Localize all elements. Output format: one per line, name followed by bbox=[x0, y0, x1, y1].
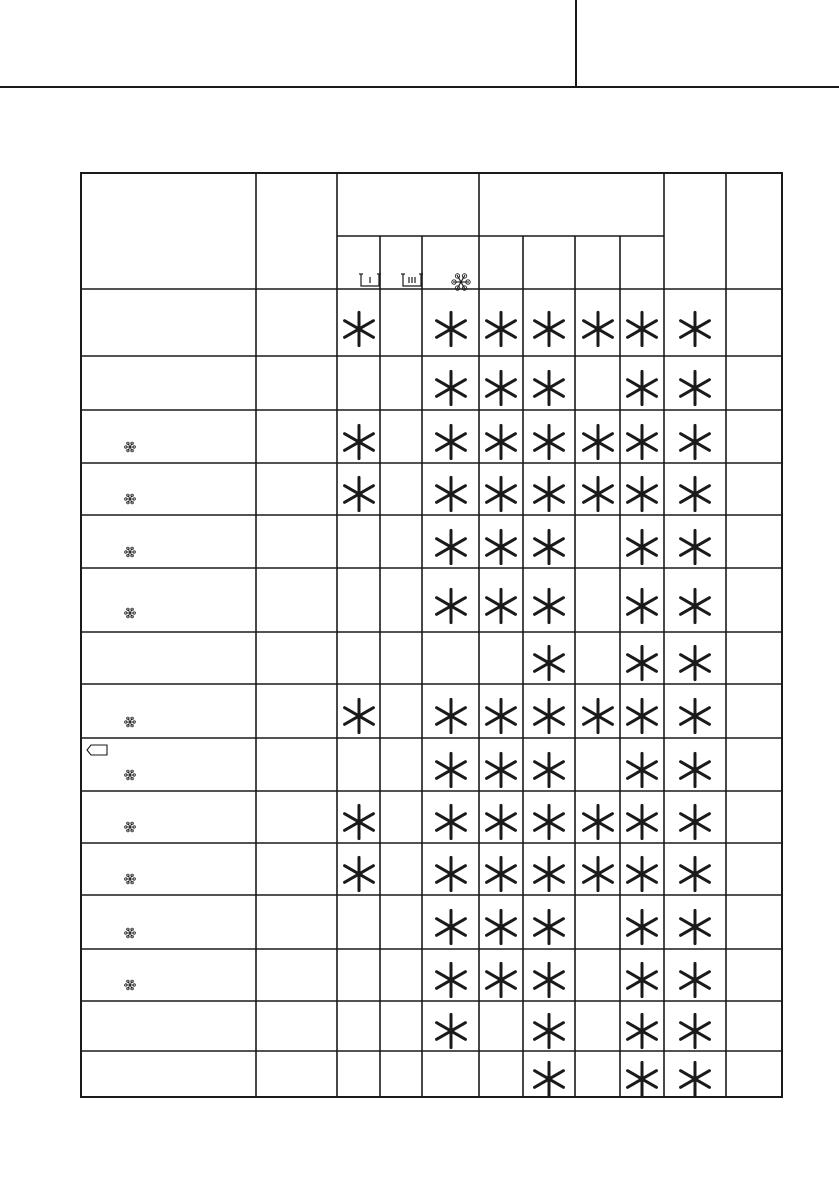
asterisk-mark bbox=[481, 527, 521, 567]
snowflake-icon bbox=[124, 716, 136, 728]
asterisk-mark bbox=[675, 422, 715, 462]
asterisk-mark bbox=[339, 474, 379, 514]
asterisk-mark bbox=[622, 527, 662, 567]
asterisk-mark bbox=[529, 1011, 569, 1051]
asterisk-mark bbox=[675, 750, 715, 790]
asterisk-mark bbox=[622, 643, 662, 683]
snowflake-icon bbox=[124, 873, 136, 885]
asterisk-mark bbox=[622, 750, 662, 790]
asterisk-mark bbox=[675, 643, 715, 683]
asterisk-mark bbox=[481, 309, 521, 349]
snowflake-icon bbox=[124, 493, 136, 505]
snowflake-icon bbox=[124, 979, 136, 991]
asterisk-mark bbox=[578, 696, 618, 736]
asterisk-mark bbox=[622, 586, 662, 626]
asterisk-mark bbox=[622, 422, 662, 462]
asterisk-mark bbox=[675, 802, 715, 842]
snowflake-icon bbox=[124, 441, 136, 453]
asterisk-mark bbox=[431, 907, 471, 947]
asterisk-mark bbox=[529, 422, 569, 462]
asterisk-mark bbox=[529, 854, 569, 894]
asterisk-mark bbox=[622, 1059, 662, 1099]
asterisk-mark bbox=[481, 474, 521, 514]
asterisk-mark bbox=[578, 474, 618, 514]
asterisk-mark bbox=[622, 854, 662, 894]
asterisk-mark bbox=[675, 586, 715, 626]
asterisk-mark bbox=[481, 907, 521, 947]
header-rule bbox=[0, 86, 839, 88]
asterisk-mark bbox=[431, 422, 471, 462]
asterisk-mark bbox=[675, 527, 715, 567]
asterisk-mark bbox=[431, 527, 471, 567]
asterisk-mark bbox=[578, 854, 618, 894]
asterisk-mark bbox=[675, 696, 715, 736]
asterisk-mark bbox=[622, 960, 662, 1000]
asterisk-mark bbox=[431, 368, 471, 408]
asterisk-mark bbox=[431, 586, 471, 626]
program-table bbox=[80, 172, 783, 1098]
asterisk-mark bbox=[431, 802, 471, 842]
asterisk-mark bbox=[622, 1011, 662, 1051]
asterisk-mark bbox=[529, 474, 569, 514]
asterisk-mark bbox=[529, 696, 569, 736]
asterisk-mark bbox=[339, 422, 379, 462]
asterisk-mark bbox=[675, 1011, 715, 1051]
snowflake-icon bbox=[124, 821, 136, 833]
asterisk-mark bbox=[529, 960, 569, 1000]
snowflake-icon bbox=[124, 769, 136, 781]
asterisk-mark bbox=[431, 960, 471, 1000]
asterisk-mark bbox=[622, 474, 662, 514]
asterisk-mark bbox=[529, 586, 569, 626]
asterisk-mark bbox=[481, 586, 521, 626]
asterisk-mark bbox=[431, 854, 471, 894]
asterisk-mark bbox=[431, 1011, 471, 1051]
asterisk-mark bbox=[675, 368, 715, 408]
snowflake-icon bbox=[124, 546, 136, 558]
asterisk-mark bbox=[339, 854, 379, 894]
asterisk-mark bbox=[622, 696, 662, 736]
asterisk-mark bbox=[481, 854, 521, 894]
asterisk-mark bbox=[675, 474, 715, 514]
asterisk-mark bbox=[529, 309, 569, 349]
asterisk-mark bbox=[622, 368, 662, 408]
asterisk-mark bbox=[481, 802, 521, 842]
asterisk-mark bbox=[339, 802, 379, 842]
asterisk-mark bbox=[622, 907, 662, 947]
asterisk-mark bbox=[622, 309, 662, 349]
asterisk-mark bbox=[675, 1059, 715, 1099]
asterisk-mark bbox=[529, 643, 569, 683]
asterisk-mark bbox=[431, 696, 471, 736]
snowflake-icon bbox=[124, 607, 136, 619]
asterisk-mark bbox=[431, 750, 471, 790]
asterisk-mark bbox=[529, 1059, 569, 1099]
asterisk-mark bbox=[481, 368, 521, 408]
asterisk-mark bbox=[622, 802, 662, 842]
asterisk-mark bbox=[675, 854, 715, 894]
asterisk-mark bbox=[529, 907, 569, 947]
asterisk-mark bbox=[339, 696, 379, 736]
asterisk-mark bbox=[529, 368, 569, 408]
asterisk-mark bbox=[675, 907, 715, 947]
asterisk-mark bbox=[481, 696, 521, 736]
asterisk-mark bbox=[675, 309, 715, 349]
asterisk-mark bbox=[578, 422, 618, 462]
asterisk-mark bbox=[529, 802, 569, 842]
snowflake-icon bbox=[124, 927, 136, 939]
asterisk-mark bbox=[481, 422, 521, 462]
asterisk-mark bbox=[431, 309, 471, 349]
asterisk-mark bbox=[529, 750, 569, 790]
asterisk-mark bbox=[578, 802, 618, 842]
header-divider bbox=[575, 0, 577, 87]
asterisk-mark bbox=[675, 960, 715, 1000]
asterisk-mark bbox=[481, 750, 521, 790]
asterisk-mark bbox=[431, 474, 471, 514]
asterisk-mark bbox=[578, 309, 618, 349]
asterisk-mark bbox=[481, 960, 521, 1000]
asterisk-mark bbox=[529, 527, 569, 567]
asterisk-mark bbox=[339, 309, 379, 349]
